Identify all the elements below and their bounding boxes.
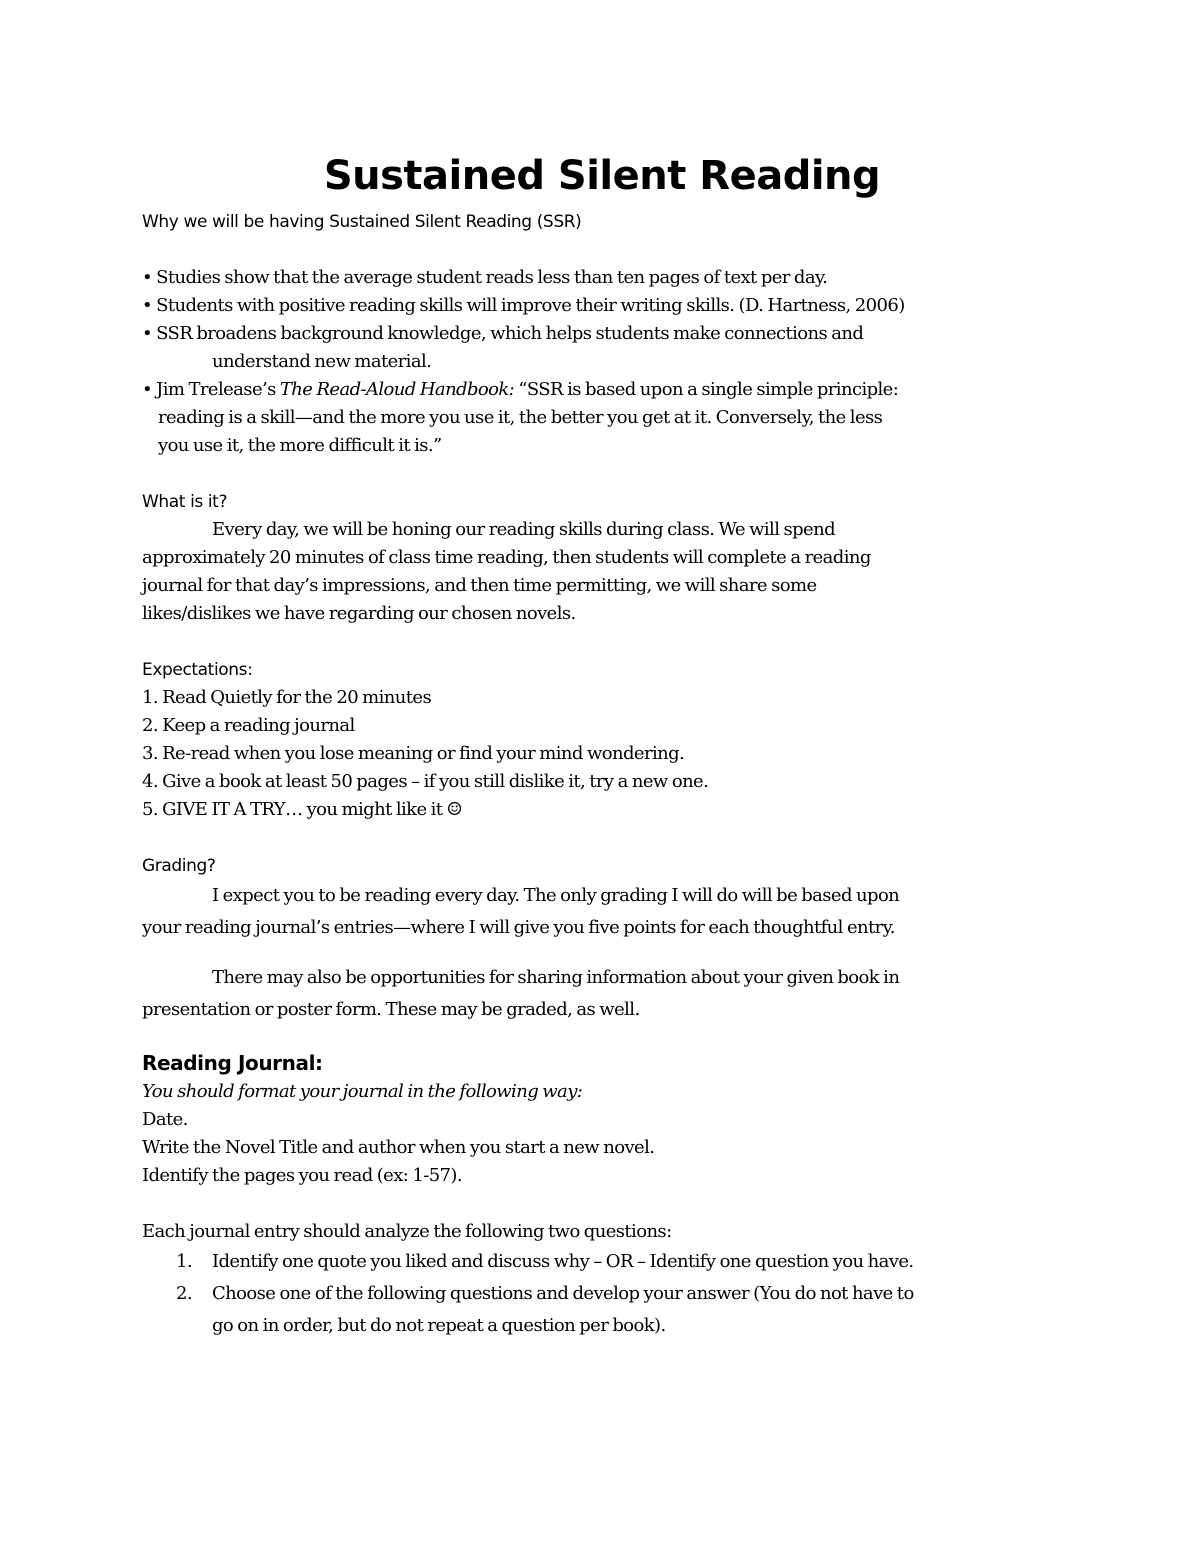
question-text: go on in order, but do not repeat a question per book).: [212, 1315, 666, 1336]
spacer: [142, 236, 1062, 264]
journal-intro: You should format your journal in the following way:: [142, 1081, 583, 1102]
journal-heading: Reading Journal:: [142, 1051, 323, 1075]
expectation-item: 3. Re-read when you lose meaning or find your mind wondering.: [142, 743, 685, 764]
paragraph-line: likes/dislikes we have regarding our chosen novels.: [142, 603, 576, 624]
expectations-list: [142, 684, 1062, 824]
reason-item-quote: [142, 376, 1062, 404]
journal-format-line: Identify the pages you read (ex: 1-57).: [142, 1165, 462, 1186]
question-item: [142, 1278, 1062, 1342]
question-text: Identify one quote you liked and discuss why – OR – Identify one question you have.: [212, 1251, 914, 1272]
reasons-list: [142, 264, 1062, 460]
paragraph-line: approximately 20 minutes of class time reading, then students will complete a reading: [142, 547, 871, 568]
paragraph-line: I expect you to be reading every day. The only grading I will do will be based upon: [212, 885, 900, 906]
journal-format-line: Date.: [142, 1109, 188, 1130]
journal-questions-list: [142, 1246, 1062, 1342]
expectations-heading: Expectations:: [142, 660, 253, 680]
reason-item: • Students with positive reading skills will improve their writing skills. (D. Hartness, 2006): [142, 295, 905, 316]
paragraph-line: Every day, we will be honing our reading skills during class. We will spend: [212, 519, 835, 540]
spacer: [142, 824, 1062, 852]
quote-prefix: • Jim Trelease’s: [142, 379, 280, 400]
book-title: The Read-Aloud Handbook:: [279, 379, 515, 400]
spacer: [142, 1026, 1062, 1048]
reason-item-continuation: reading is a skill—and the more you use it, the better you get at it. Conversely, the less: [158, 407, 883, 428]
journal-format-line: Write the Novel Title and author when you start a new novel.: [142, 1137, 655, 1158]
question-text: Choose one of the following questions and develop your answer (You do not have to: [212, 1283, 914, 1304]
reason-item: • SSR broadens background knowledge, which helps students make connections and: [142, 323, 864, 344]
quote-text: “SSR is based upon a single simple principle:: [514, 379, 899, 400]
question-item: [142, 1246, 1062, 1278]
why-heading: Why we will be having Sustained Silent Reading (SSR): [142, 212, 582, 232]
reason-item: • Studies show that the average student reads less than ten pages of text per day.: [142, 267, 828, 288]
expectation-item: 4. Give a book at least 50 pages – if you still dislike it, try a new one.: [142, 771, 709, 792]
expectation-item: 1. Read Quietly for the 20 minutes: [142, 687, 432, 708]
spacer: [142, 460, 1062, 488]
what-paragraph: [142, 516, 1062, 628]
reason-item-continuation: understand new material.: [212, 351, 432, 372]
journal-format: [142, 1078, 1062, 1190]
entry-heading: Each journal entry should analyze the following two questions:: [142, 1221, 672, 1242]
question-number: 2.: [176, 1283, 192, 1304]
what-heading: What is it?: [142, 492, 228, 512]
grading-heading: Grading?: [142, 856, 216, 876]
paragraph-line: There may also be opportunities for sharing information about your given book in: [212, 967, 900, 988]
reason-item-continuation: you use it, the more difficult it is.”: [158, 435, 442, 456]
document-page: [142, 150, 1062, 1342]
spacer: [142, 944, 1062, 962]
page-title: Sustained Silent Reading: [323, 153, 881, 199]
spacer: [142, 628, 1062, 656]
expectation-item: 2. Keep a reading journal: [142, 715, 355, 736]
spacer: [142, 1190, 1062, 1218]
grading-paragraph: [142, 880, 1062, 944]
paragraph-line: presentation or poster form. These may be graded, as well.: [142, 999, 640, 1020]
expectation-item: 5. GIVE IT A TRY… you might like it ☺: [142, 799, 463, 820]
paragraph-line: your reading journal’s entries—where I will give you five points for each thoughtful entry.: [142, 917, 895, 938]
paragraph-line: journal for that day’s impressions, and then time permitting, we will share some: [142, 575, 817, 596]
grading-paragraph-2: [142, 962, 1062, 1026]
question-number: 1.: [176, 1251, 192, 1272]
